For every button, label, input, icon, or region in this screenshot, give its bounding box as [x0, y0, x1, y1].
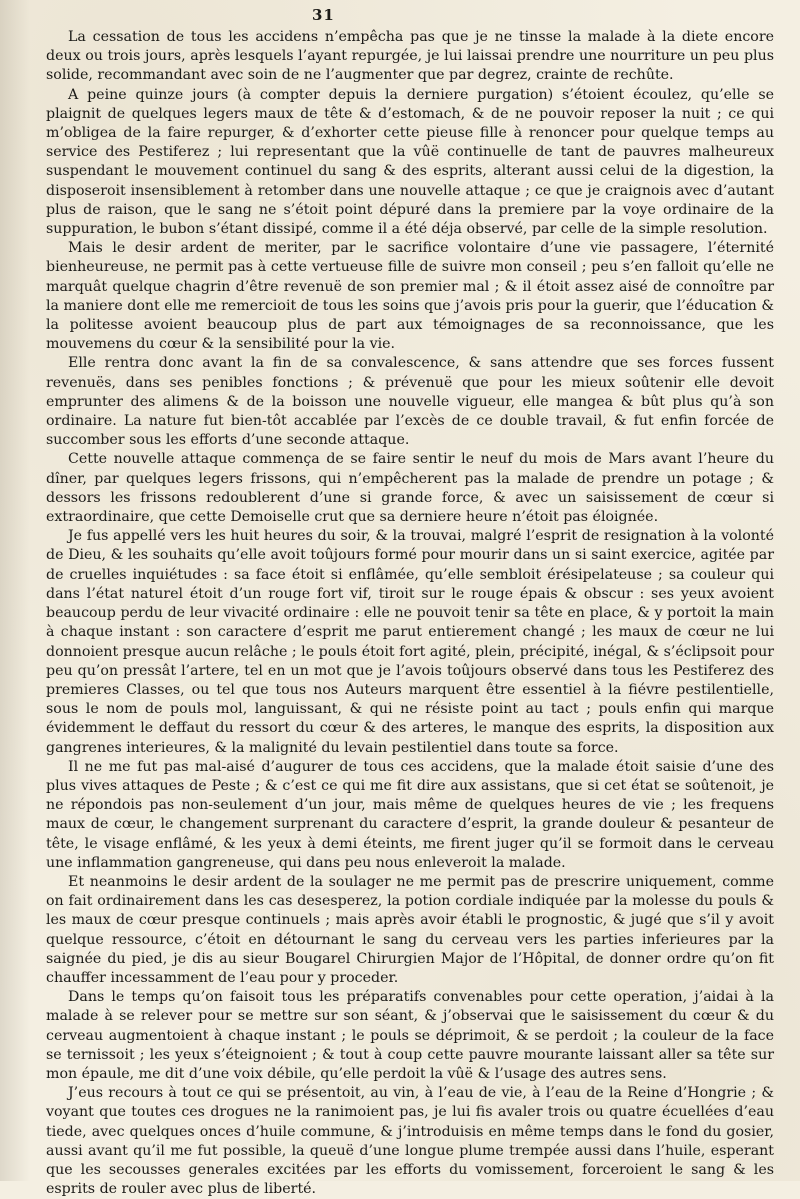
page-number: 31: [312, 6, 335, 24]
paragraph: Mais le desir ardent de meriter, par le sacrifice volontaire d’une vie passagere, l’éternité bienheureuse, ne permit pas à cette vertueuse fille de suivre mon conseil ; peu s’en falloit qu’elle ne marquât quelque chagrin d’être revenuë de son premier mal ; & il étoit assez aisé de connoître par la maniere dont elle me remercioit de tous les soins que j’avois pris pour la guerir, que l’éducation & la politesse avoient beaucoup plus de part aux témoignages de sa reconnoissance, que les mouvemens du cœur & la sensibilité pour la vie.: [46, 240, 774, 353]
paragraph: A peine quinze jours (à compter depuis la derniere purgation) s’étoient écoulez, qu’elle se plaignit de quelques legers maux de tête & d’estomach, & de ne pouvoir reposer la nuit ; ce qui m’obligea de la faire repurger, & d’exhorter cette pieuse fille à renoncer pour quelque temps au service des Pestiferez ; lui representant que la vûë continuelle de tant de pauvres malheureux suspendant le mouvement continuel du sang & des esprits, alterant aussi celui de la digestion, la disposeroit insensiblement à retomber dans une nouvelle attaque ; ce que je craignois avec d’autant plus de raison, que le sang ne s’étoit point dépuré dans la premiere par la voye ordinaire de la suppuration, le bubon s’étant dissipé, comme il a été déja observé, par celle de la simple resolution.: [46, 86, 774, 238]
paragraph: Elle rentra donc avant la fin de sa convalescence, & sans attendre que ses forces fussent revenuës, dans ses penibles fonctions ; & prévenuë que pour les mieux soûtenir elle devoit emprunter des alimens & de la boisson une nouvelle vigueur, elle mangea & bût plus qu’à son ordinaire. La nature fut bien-tôt accablée par l’excès de ce double travail, & fut enfin forcée de succomber sous les efforts d’une seconde attaque.: [46, 355, 774, 449]
paragraph: Je fus appellé vers les huit heures du soir, & la trouvai, malgré l’esprit de resignation à la volonté de Dieu, & les souhaits qu’elle avoit toûjours formé pour mourir dans un si saint exercice, agitée par de cruelles inquiétudes : sa face étoit si enflâmée, qu’elle sembloit érésipelateuse ; sa couleur qui dans l’état naturel étoit d’un rouge fort vif, tiroit sur le rouge épais & obscur : ses yeux avoient beaucoup perdu de leur vivacité ordinaire : elle ne pouvoit tenir sa tête en place, & y portoit la main à chaque instant : son caractere d’esprit me parut entierement changé ; les maux de cœur ne lui donnoient presque aucun relâche ; le pouls étoit fort agité, plein, précipité, inégal, & s’éclipsoit pour peu qu’on pressât l’artere, tel en un mot que je l’avois toûjours observé dans tous les Pestiferez des premieres Classes, ou tel que tous nos Auteurs marquent être essentiel à la fiévre pestilentielle, sous le nom de pouls mol, languissant, & qui ne résiste point au tact ; pouls enfin qui marque évidemment le deffaut du ressort du cœur & des arteres, le manque des esprits, la disposition aux gangrenes interieures, & la malignité du levain pestilentiel dans toute sa force.: [46, 528, 774, 756]
paragraph: Cette nouvelle attaque commença de se faire sentir le neuf du mois de Mars avant l’heure du dîner, par quelques legers frissons, qui n’empêcherent pas la malade de prendre un potage ; & dessors les frissons redoublerent d’une si grande force, & avec un saisissement de cœur si extraordinaire, que cette Demoiselle crut que sa derniere heure n’étoit pas éloignée.: [46, 451, 774, 526]
paragraph: Il ne me fut pas mal-aisé d’augurer de tous ces accidens, que la malade étoit saisie d’une des plus vives attaques de Peste ; & c’est ce qui me fit dire aux assistans, que si cet état se soûtenoit, je ne répondois pas non-seulement d’un jour, mais même de quelques heures de vie ; les frequens maux de cœur, le changement surprenant du caractere d’esprit, la grande douleur & pesanteur de tête, le visage enflâmé, & les yeux à demi éteints, me firent juger qu’il se formoit dans le cerveau une inflammation gangreneuse, qui dans peu nous enleveroit la malade.: [46, 758, 774, 871]
paragraph: La cessation de tous les accidens n’empêcha pas que je ne tinsse la malade à la diete encore deux ou trois jours, après lesquels l’ayant repurgée, je lui laissai prendre une nourriture un peu plus solide, recommandant avec soin de ne l’augmenter que par degrez, crainte de rechûte.: [46, 29, 774, 84]
paragraph: J’eus recours à tout ce qui se présentoit, au vin, à l’eau de vie, à l’eau de la Reine d’Hongrie ; & voyant que toutes ces drogues ne la ranimoient pas, je lui fis avaler trois ou quatre écuellées d’eau tiede, avec quelques onces d’huile commune, & j’introduisis en même temps dans le fond du gosier, aussi avant qu’il me fut possible, la queuë d’une longue plume trempée aussi dans l’huile, esperant que les secousses generales excitées par les efforts du vomissement, forceroient le sang & les esprits de rouler avec plus de liberté.: [46, 1085, 774, 1198]
paragraph: Dans le temps qu’on faisoit tous les préparatifs convenables pour cette operation, j’aidai à la malade à se relever pour se mettre sur son séant, & j’observai que le saisissement du cœur & du cerveau augmentoient à chaque instant ; le pouls se déprimoit, & se perdoit ; la couleur de la face se ternissoit ; les yeux s’éteignoient ; & tout à coup cette pauvre mourante laissant aller sa tête sur mon épaule, me dit d’une voix débile, qu’elle perdoit la vûë & l’usage des autres sens.: [46, 989, 774, 1082]
body-text: [46, 28, 774, 1199]
paragraph: Et neanmoins le desir ardent de la soulager ne me permit pas de prescrire uniquement, comme on fait ordinairement dans les cas desesperez, la potion cordiale indiquée par la molesse du pouls & les maux de cœur presque continuels ; mais après avoir établi le prognostic, & jugé que s’il y avoit quelque ressource, c’étoit en détournant le sang du cerveau vers les parties inferieures par la saignée du pied, je dis au sieur Bougarel Chirurgien Major de l’Hôpital, de donner ordre qu’on fit chauffer incessamment de l’eau pour y proceder.: [46, 873, 774, 986]
page-gutter-shadow: [0, 0, 30, 1181]
